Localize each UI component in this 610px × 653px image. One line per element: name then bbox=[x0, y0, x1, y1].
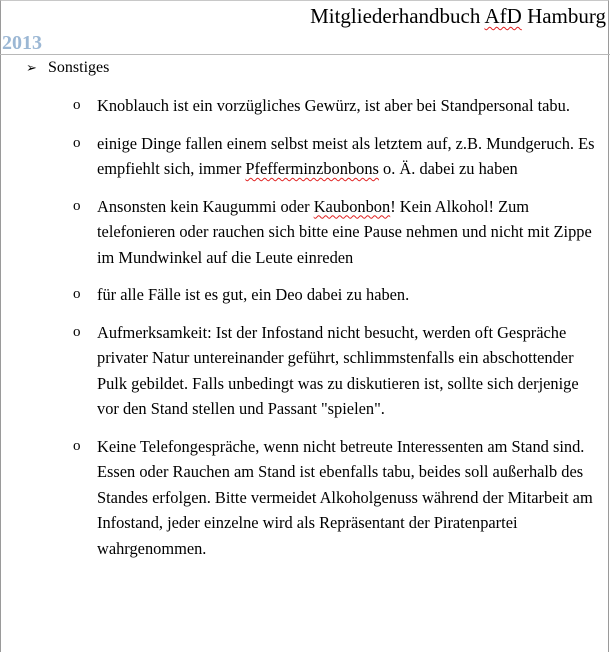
header-year: 2013 bbox=[2, 32, 42, 54]
bullet-list bbox=[0, 93, 610, 573]
list-item bbox=[0, 93, 610, 119]
list-item-text: ! Kein Alkohol! Zum telefonieren oder rauchen sich bitte eine Pause nehmen und nicht mit Zippe im Mundwinkel auf die Leute einreden bbox=[97, 196, 592, 267]
list-item bbox=[0, 131, 610, 182]
circle-bullet-icon: o bbox=[73, 323, 81, 340]
header-title-text: Mitgliederhandbuch bbox=[310, 4, 485, 28]
list-item-text: für alle Fälle ist es gut, ein Deo dabei zu haben. bbox=[97, 285, 410, 304]
list-item bbox=[0, 434, 610, 562]
list-item-text: Keine Telefongespräche, wenn nicht betreute Interessenten am Stand sind. Essen oder Rauchen am Stand ist ebenfalls tabu, beides soll außerhalb des Standes erfolgen. Bitte vermeidet Alkoholgenuss während der Mitarbeit am Infostand, jeder einzelne wird als Repräsentant der Piratenpartei wahrgenommen. bbox=[97, 436, 593, 558]
header-title-text: Hamburg bbox=[521, 4, 606, 28]
list-item bbox=[0, 194, 610, 271]
header-title bbox=[310, 2, 606, 30]
circle-bullet-icon: o bbox=[73, 197, 81, 214]
list-item-text: Ansonsten kein Kaugummi oder bbox=[97, 196, 314, 216]
section-heading bbox=[26, 58, 109, 78]
arrow-bullet-icon: ➢ bbox=[26, 60, 37, 75]
circle-bullet-icon: o bbox=[73, 97, 81, 113]
circle-bullet-icon: o bbox=[73, 286, 81, 302]
section-heading-text: Sonstiges bbox=[48, 59, 110, 76]
page-header bbox=[0, 0, 610, 54]
spellcheck-flagged-word: AfD bbox=[484, 4, 522, 28]
list-item-text: Knoblauch ist ein vorzügliches Gewürz, ist aber bei Standpersonal tabu. bbox=[97, 96, 570, 115]
list-item-text: o. Ä. dabei zu haben bbox=[378, 159, 518, 178]
list-item-text: Aufmerksamkeit: Ist der Infostand nicht besucht, werden oft Gespräche privater Natur untereinander geführt, schlimmstenfalls ein abschottender Pulk gebildet. Falls unbedingt was zu diskutieren ist, sollte sich derjenige vor den Stand stellen und Passant "spielen". bbox=[97, 322, 579, 418]
circle-bullet-icon: o bbox=[73, 437, 81, 454]
header-divider bbox=[0, 54, 610, 55]
circle-bullet-icon: o bbox=[73, 134, 81, 151]
list-item bbox=[0, 282, 610, 308]
spellcheck-flagged-word: Kaubonbon bbox=[313, 196, 391, 216]
spellcheck-flagged-word: Pfefferminzbonbons bbox=[245, 159, 379, 178]
list-item-text: einige Dinge fallen einem selbst meist als letztem auf, z.B. Mundgeruch. Es empfiehlt sich, immer bbox=[97, 133, 595, 178]
list-item bbox=[0, 320, 610, 422]
